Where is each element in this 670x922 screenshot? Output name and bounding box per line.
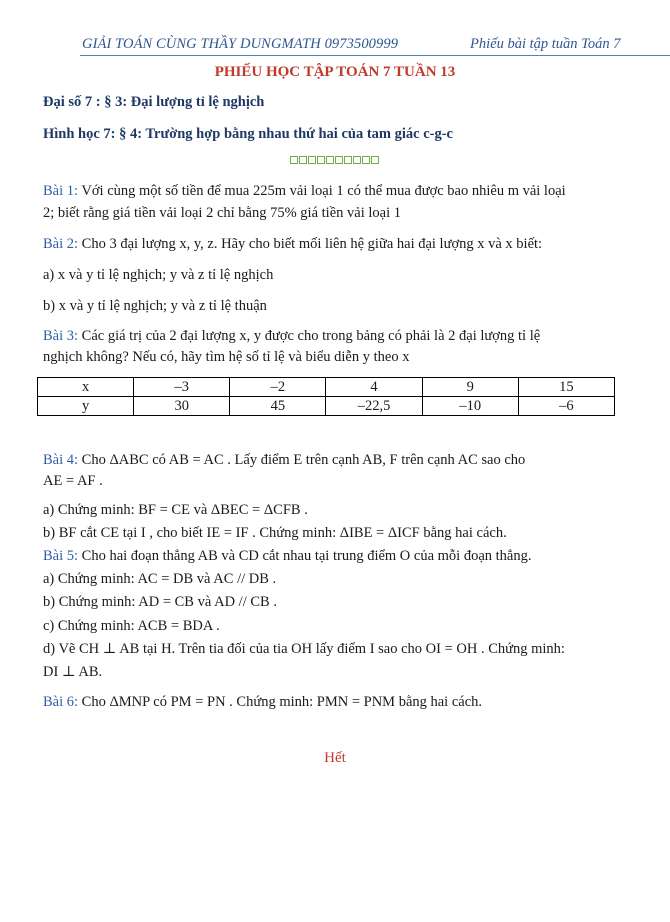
bai2-a: a) x và y tỉ lệ nghịch; y và z tỉ lệ nghịch bbox=[43, 267, 274, 283]
header-right-text: Phiếu bài tập tuần Toán 7 bbox=[470, 36, 621, 52]
divider-box bbox=[353, 156, 361, 164]
table-cell: 4 bbox=[326, 378, 422, 397]
table-cell: 15 bbox=[518, 378, 614, 397]
header-rule bbox=[80, 55, 670, 56]
divider-boxes bbox=[290, 156, 379, 164]
bai2-b: b) x và y tỉ lệ nghịch; y và z tỉ lệ thuận bbox=[43, 298, 267, 314]
bai6-text: Cho ΔMNP có PM = PN . Chứng minh: PMN = PNM bằng hai cách. bbox=[78, 694, 483, 710]
bai4-line2: AE = AF . bbox=[43, 473, 103, 489]
bai6-label: Bài 6: bbox=[43, 694, 79, 710]
bai4-line1 bbox=[43, 450, 525, 470]
subhead-algebra: Đại số 7 : § 3: Đại lượng tỉ lệ nghịch bbox=[43, 94, 265, 110]
bai5-label: Bài 5: bbox=[43, 548, 79, 564]
table-cell: 30 bbox=[134, 397, 230, 416]
bai5-line1 bbox=[43, 546, 531, 566]
bai1-line1 bbox=[43, 181, 566, 201]
bai5-c: c) Chứng minh: ACB = BDA . bbox=[43, 618, 220, 634]
bai2-label: Bài 2: bbox=[43, 236, 79, 252]
table-cell: 45 bbox=[230, 397, 326, 416]
bai4-b: b) BF cắt CE tại I , cho biết IE = IF . Chứng minh: ΔIBE = ΔICF bằng hai cách. bbox=[43, 525, 507, 541]
divider-box bbox=[326, 156, 334, 164]
table-cell: x bbox=[38, 378, 134, 397]
divider-box bbox=[308, 156, 316, 164]
table-row-y bbox=[38, 397, 615, 416]
table-cell: –3 bbox=[134, 378, 230, 397]
table-cell: y bbox=[38, 397, 134, 416]
table-cell: –6 bbox=[518, 397, 614, 416]
bai3-label: Bài 3: bbox=[43, 328, 79, 344]
divider-box bbox=[344, 156, 352, 164]
bai1-line2: 2; biết rằng giá tiền vải loại 2 chỉ bằng 75% giá tiền vải loại 1 bbox=[43, 205, 401, 221]
bai4-text: Cho ΔABC có AB = AC . Lấy điểm E trên cạnh AB, F trên cạnh AC sao cho bbox=[78, 452, 526, 468]
divider-box bbox=[335, 156, 343, 164]
divider-box bbox=[362, 156, 370, 164]
bai4-label: Bài 4: bbox=[43, 452, 79, 468]
bai2-line1 bbox=[43, 234, 542, 254]
divider-box bbox=[290, 156, 298, 164]
divider-box bbox=[371, 156, 379, 164]
bai3-line1 bbox=[43, 326, 540, 346]
divider-box bbox=[299, 156, 307, 164]
bai5-b: b) Chứng minh: AD = CB và AD // CB . bbox=[43, 594, 277, 610]
bai5-text: Cho hai đoạn thẳng AB và CD cắt nhau tại trung điểm O của mỗi đoạn thẳng. bbox=[78, 548, 532, 564]
bai1-text: Với cùng một số tiền để mua 225m vải loại 1 có thể mua được bao nhiêu m vải loại bbox=[78, 183, 566, 199]
table-row-x bbox=[38, 378, 615, 397]
bai6-line1 bbox=[43, 692, 482, 712]
end-marker: Hết bbox=[324, 750, 346, 766]
table-cell: –22,5 bbox=[326, 397, 422, 416]
header-left-text: GIẢI TOÁN CÙNG THẦY DUNGMATH 0973500999 bbox=[82, 36, 399, 52]
bai5-d1: d) Vẽ CH ⊥ AB tại H. Trên tia đối của tia OH lấy điểm I sao cho OI = OH . Chứng minh: bbox=[43, 641, 565, 657]
bai3-text: Các giá trị của 2 đại lượng x, y được cho trong bảng có phải là 2 đại lượng tỉ lệ bbox=[78, 328, 541, 344]
divider-box bbox=[317, 156, 325, 164]
bai5-d2: DI ⊥ AB. bbox=[43, 664, 103, 680]
bai1-label: Bài 1: bbox=[43, 183, 79, 199]
bai3-line2: nghịch không? Nếu có, hãy tìm hệ số tỉ lệ và biểu diễn y theo x bbox=[43, 349, 410, 365]
table-cell: –10 bbox=[422, 397, 518, 416]
table-cell: 9 bbox=[422, 378, 518, 397]
table-cell: –2 bbox=[230, 378, 326, 397]
bai4-a: a) Chứng minh: BF = CE và ΔBEC = ΔCFB . bbox=[43, 502, 308, 518]
page-title: PHIẾU HỌC TẬP TOÁN 7 TUẦN 13 bbox=[214, 64, 456, 80]
bai2-text: Cho 3 đại lượng x, y, z. Hãy cho biết mối liên hệ giữa hai đại lượng x và x biết: bbox=[78, 236, 543, 252]
bai5-a: a) Chứng minh: AC = DB và AC // DB . bbox=[43, 571, 277, 587]
xy-table bbox=[37, 377, 615, 416]
subhead-geometry: Hình học 7: § 4: Trường hợp bằng nhau thứ hai của tam giác c-g-c bbox=[43, 126, 453, 142]
